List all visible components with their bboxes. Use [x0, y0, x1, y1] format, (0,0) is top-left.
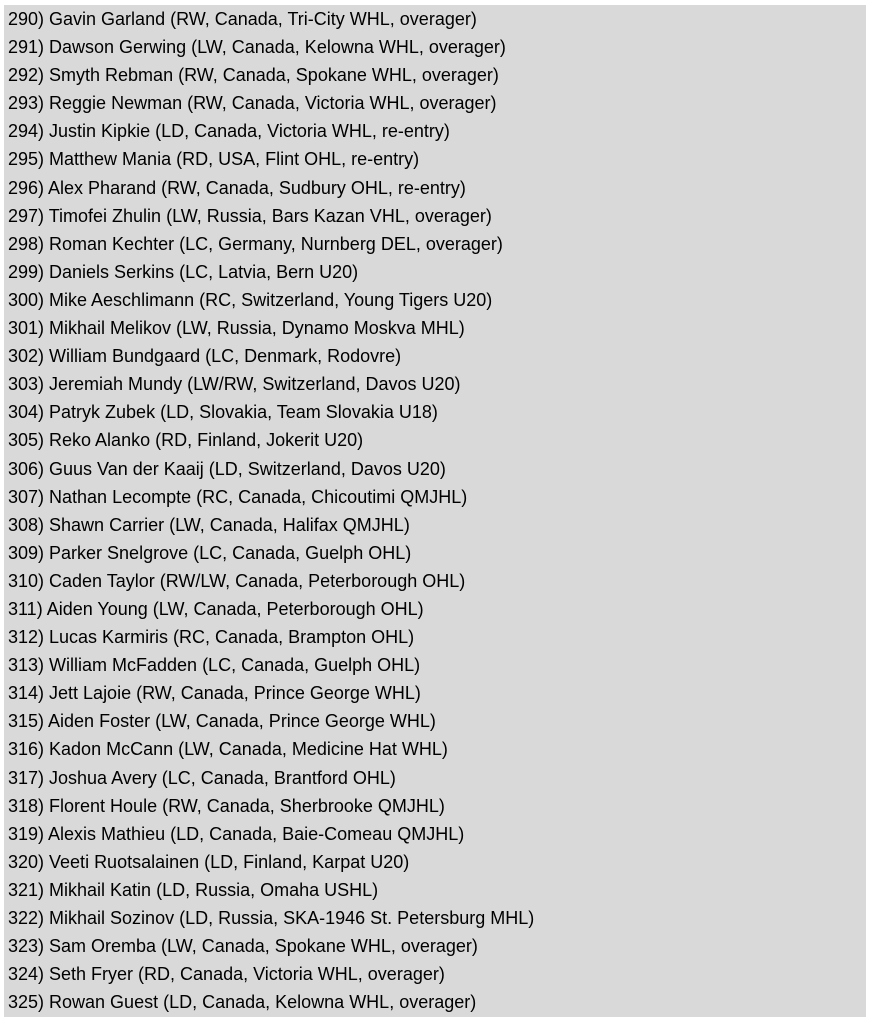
- list-item: 324) Seth Fryer (RD, Canada, Victoria WHL, overager): [8, 964, 445, 985]
- list-item: 296) Alex Pharand (RW, Canada, Sudbury OHL, re-entry): [8, 177, 466, 198]
- list-item: 312) Lucas Karmiris (RC, Canada, Brampton OHL): [8, 627, 415, 648]
- list-item: 316) Kadon McCann (LW, Canada, Medicine Hat WHL): [8, 739, 448, 760]
- list-item: 302) William Bundgaard (LC, Denmark, Rodovre): [8, 346, 402, 367]
- list-item: 310) Caden Taylor (RW/LW, Canada, Peterborough OHL): [8, 570, 466, 591]
- list-item: 311) Aiden Young (LW, Canada, Peterborough OHL): [8, 598, 424, 619]
- list-item: 323) Sam Oremba (LW, Canada, Spokane WHL, overager): [8, 936, 478, 957]
- list-item: 321) Mikhail Katin (LD, Russia, Omaha USHL): [8, 879, 379, 900]
- list-item: 290) Gavin Garland (RW, Canada, Tri-City WHL, overager): [8, 9, 477, 29]
- list-item: 301) Mikhail Melikov (LW, Russia, Dynamo Moskva MHL): [8, 318, 465, 339]
- list-item: 303) Jeremiah Mundy (LW/RW, Switzerland, Davos U20): [8, 374, 461, 395]
- list-item: 300) Mike Aeschlimann (RC, Switzerland, Young Tigers U20): [8, 289, 493, 310]
- list-item: 293) Reggie Newman (RW, Canada, Victoria WHL, overager): [8, 93, 497, 114]
- prospect-list: [8, 5, 534, 1016]
- list-item: 292) Smyth Rebman (RW, Canada, Spokane WHL, overager): [8, 65, 499, 86]
- list-item: 317) Joshua Avery (LC, Canada, Brantford OHL): [8, 767, 396, 788]
- list-item: 319) Alexis Mathieu (LD, Canada, Baie-Comeau QMJHL): [8, 823, 465, 844]
- list-item: 295) Matthew Mania (RD, USA, Flint OHL, re-entry): [8, 149, 420, 170]
- list-item: 309) Parker Snelgrove (LC, Canada, Guelph OHL): [8, 542, 412, 563]
- list-item: 318) Florent Houle (RW, Canada, Sherbrooke QMJHL): [8, 795, 445, 816]
- list-item: 325) Rowan Guest (LD, Canada, Kelowna WHL, overager): [8, 992, 477, 1013]
- prospect-list-panel: [4, 5, 866, 1017]
- list-item: 320) Veeti Ruotsalainen (LD, Finland, Karpat U20): [8, 851, 410, 872]
- list-item: 322) Mikhail Sozinov (LD, Russia, SKA-1946 St. Petersburg MHL): [8, 908, 535, 928]
- list-item: 314) Jett Lajoie (RW, Canada, Prince George WHL): [8, 683, 421, 704]
- list-item: 298) Roman Kechter (LC, Germany, Nurnberg DEL, overager): [8, 233, 503, 254]
- list-item: 315) Aiden Foster (LW, Canada, Prince George WHL): [8, 711, 436, 732]
- list-item: 291) Dawson Gerwing (LW, Canada, Kelowna WHL, overager): [8, 37, 506, 58]
- list-item: 313) William McFadden (LC, Canada, Guelph OHL): [8, 655, 421, 676]
- list-item: 294) Justin Kipkie (LD, Canada, Victoria WHL, re-entry): [8, 121, 450, 142]
- list-item: 307) Nathan Lecompte (RC, Canada, Chicoutimi QMJHL): [8, 486, 468, 507]
- list-item: 299) Daniels Serkins (LC, Latvia, Bern U20): [8, 261, 359, 282]
- list-item: 305) Reko Alanko (RD, Finland, Jokerit U20): [8, 430, 364, 451]
- list-item: 308) Shawn Carrier (LW, Canada, Halifax QMJHL): [8, 514, 410, 535]
- list-item: 297) Timofei Zhulin (LW, Russia, Bars Kazan VHL, overager): [8, 205, 492, 226]
- list-item: 304) Patryk Zubek (LD, Slovakia, Team Slovakia U18): [8, 402, 438, 423]
- list-item: 306) Guus Van der Kaaij (LD, Switzerland, Davos U20): [8, 458, 446, 479]
